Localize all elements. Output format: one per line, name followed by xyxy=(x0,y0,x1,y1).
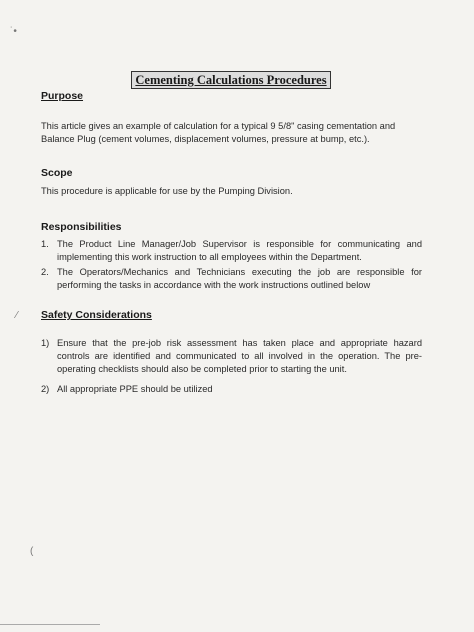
list-number: 1) xyxy=(41,338,50,348)
responsibility-item xyxy=(41,266,422,294)
purpose-heading: Purpose xyxy=(41,90,84,102)
document-title: Cementing Calculations Procedures xyxy=(131,71,331,89)
pen-mark-icon: ⁄ xyxy=(16,310,18,321)
scan-artifact-icon: ˙• xyxy=(10,26,17,37)
safety-item xyxy=(41,337,422,379)
list-number: 1. xyxy=(41,239,49,249)
list-item-text: The Product Line Manager/Job Supervisor is responsible for communicating and implementing this work instruction to all employees within the Department. xyxy=(57,239,422,262)
scope-text: This procedure is applicable for use by the Pumping Division. xyxy=(41,186,293,196)
purpose-text: This article gives an example of calculation for a typical 9 5/8" casing cementation and Balance Plug (cement volumes, displacement volumes, pressure at bump, etc.). xyxy=(41,121,396,144)
safety-heading: Safety Considerations xyxy=(41,309,152,321)
list-item-text: All appropriate PPE should be utilized xyxy=(57,384,213,394)
safety-item xyxy=(41,383,422,397)
list-item-text: The Operators/Mechanics and Technicians executing the job are responsible for performing the tasks in accordance with the work instructions outlined below xyxy=(57,267,422,290)
responsibility-item xyxy=(41,238,422,266)
responsibilities-heading: Responsibilities xyxy=(41,221,122,233)
scope-heading: Scope xyxy=(41,167,73,179)
scan-edge-line xyxy=(0,624,100,625)
list-number: 2) xyxy=(41,384,50,394)
pen-mark-icon: ( xyxy=(30,546,34,557)
list-number: 2. xyxy=(41,267,49,277)
list-item-text: Ensure that the pre-job risk assessment has taken place and appropriate hazard controls are identified and communicated to all involved in the operation. The pre-operating checklists should also be completed prior to starting the unit. xyxy=(57,338,422,374)
